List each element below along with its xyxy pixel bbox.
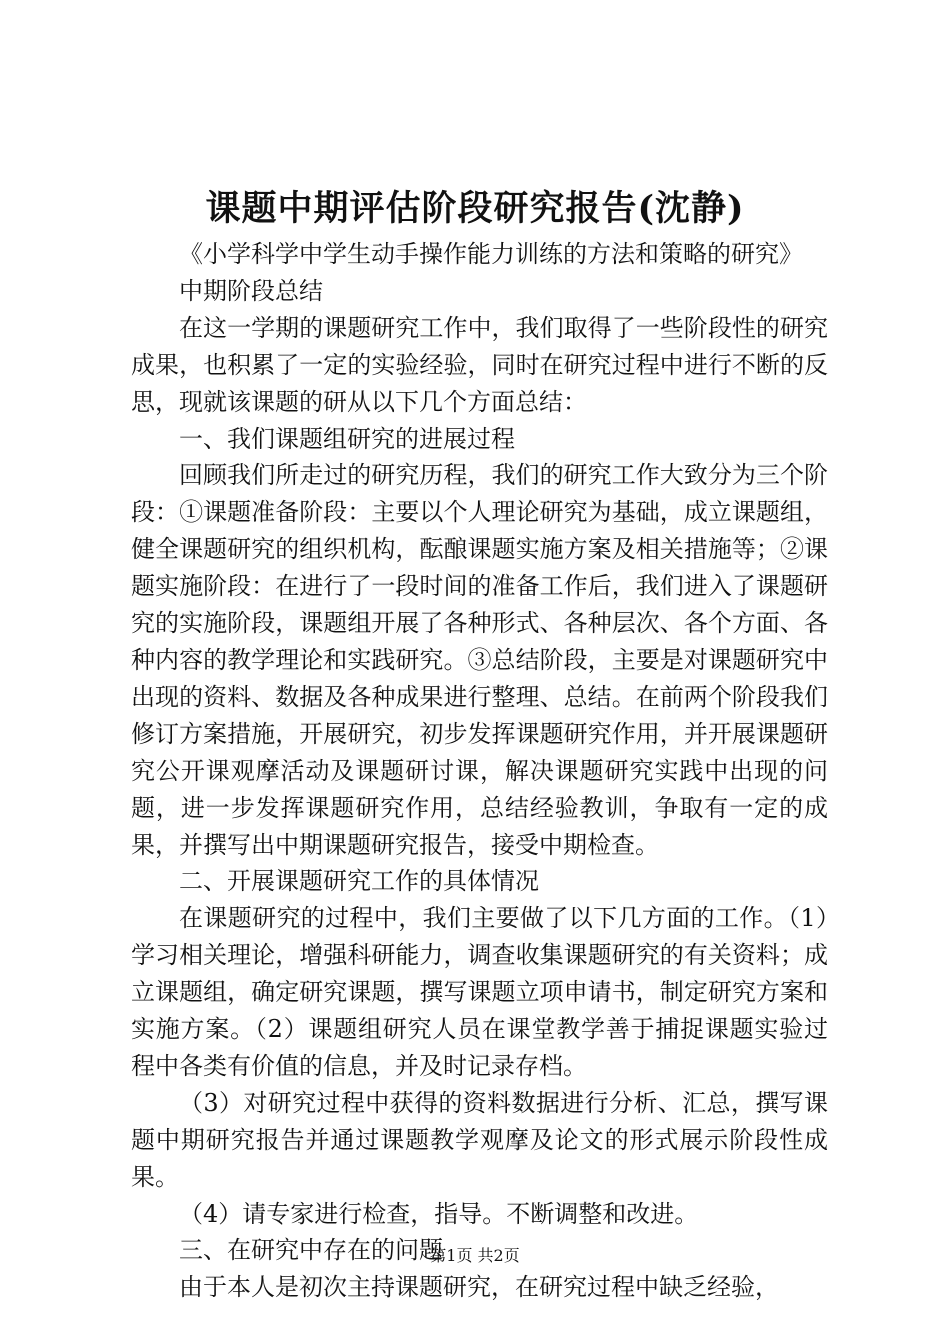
heading-section-3: 三、在研究中存在的问题	[179, 1236, 443, 1265]
paragraph-problems: 由于本人是初次主持课题研究，在研究过程中缺乏经验，	[179, 1273, 779, 1302]
paragraph-work-items: 在课题研究的过程中，我们主要做了以下几方面的工作。（1）学习相关理论，增强科研能力，调查收集课题研究的有关资料；成立课题组，确定研究课题，撰写课题立项申请书，制定研究方案和实施方案。（2）课题组研究人员在课堂教学善于捕捉课题实验过程中各类有价值的信息，并及时记录存档。	[131, 904, 828, 1080]
paragraph-intro: 在这一学期的课题研究工作中，我们取得了一些阶段性的研究成果，也积累了一定的实验经验，同时在研究过程中进行不断的反思，现就该课题的研从以下几个方面总结：	[131, 313, 828, 416]
paragraph-item-3: （3）对研究过程中获得的资料数据进行分析、汇总，撰写课题中期研究报告并通过课题教学观摩及论文的形式展示阶段性成果。	[131, 1088, 828, 1191]
heading-section-1: 一、我们课题组研究的进展过程	[179, 424, 515, 453]
paragraph-progress: 回顾我们所走过的研究历程，我们的研究工作大致分为三个阶段：①课题准备阶段：主要以个人理论研究为基础，成立课题组，健全课题研究的组织机构，酝酿课题实施方案及相关措施等；②课题实施阶段：在进行了一段时间的准备工作后，我们进入了课题研究的实施阶段，课题组开展了各种形式、各种层次、各个方面、各种内容的教学理论和实践研究。③总结阶段，主要是对课题研究中出现的资料、数据及各种成果进行整理、总结。在前两个阶段我们修订方案措施，开展研究，初步发挥课题研究作用，并开展课题研究公开课观摩活动及课题研讨课，解决课题研究实践中出现的问题，进一步发挥课题研究作用，总结经验教训，争取有一定的成果，并撰写出中期课题研究报告，接受中期检查。	[131, 461, 828, 859]
document-body	[131, 236, 828, 1306]
paragraph-item-4: （4）请专家进行检查，指导。不断调整和改进。	[179, 1199, 699, 1228]
page-footer: 第1页 共2页	[430, 1246, 520, 1265]
document-title: 课题中期评估阶段研究报告(沈静)	[205, 188, 745, 229]
heading-section-2: 二、开展课题研究工作的具体情况	[179, 867, 539, 896]
paragraph-section-label: 中期阶段总结	[179, 276, 323, 305]
paragraph-project-name: 《小学科学中学生动手操作能力训练的方法和策略的研究》	[179, 240, 803, 268]
